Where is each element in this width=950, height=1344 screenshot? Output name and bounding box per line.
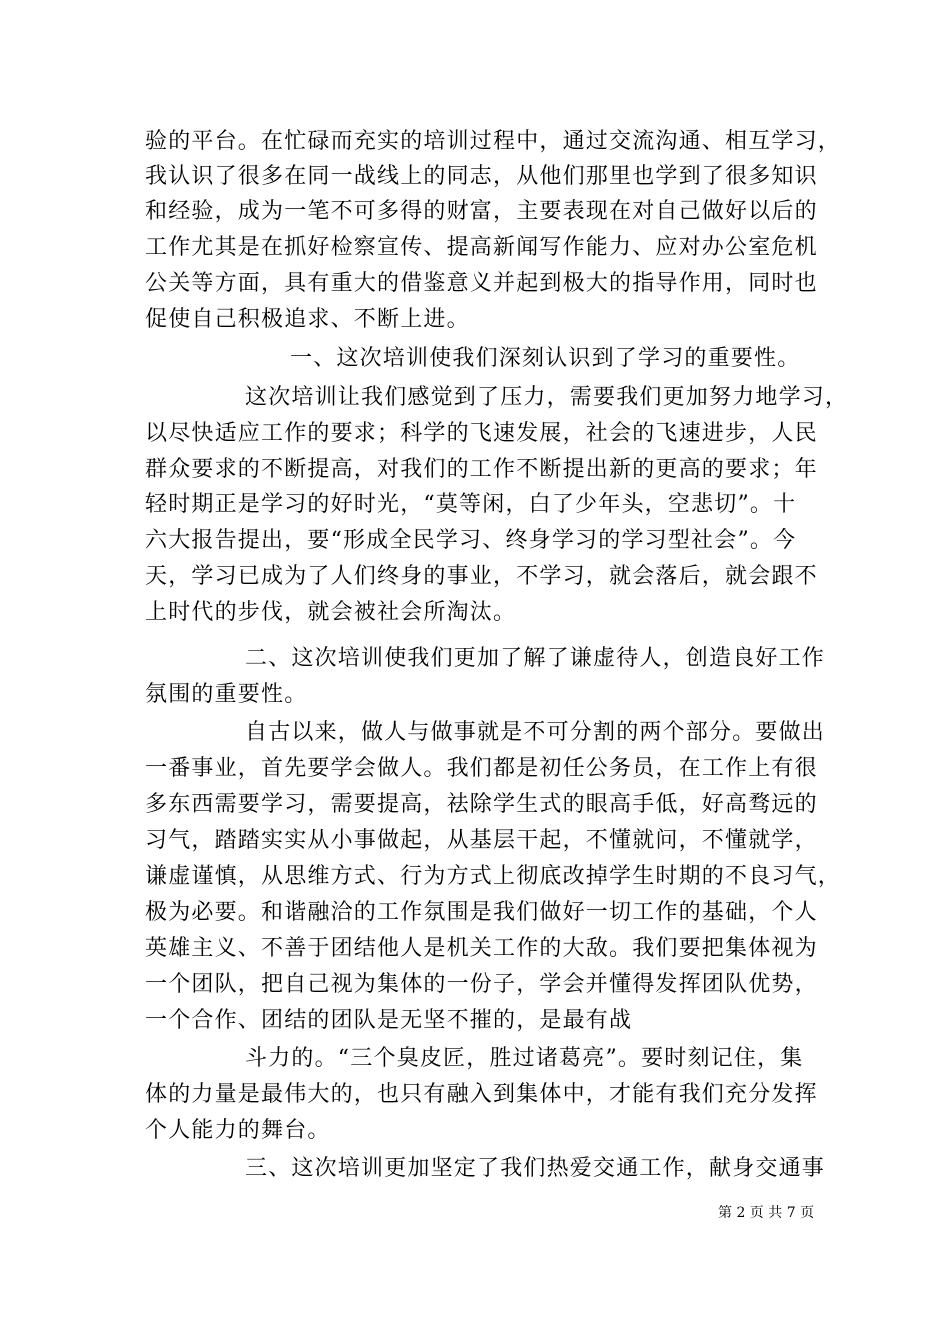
text-line: 我认识了很多在同一战线上的同志，从他们那里也学到了很多知识	[145, 164, 818, 189]
section-heading-2: 二、这次培训使我们更加了解了谦虚待人，创造良好工作	[245, 646, 826, 671]
text-line: 以尽快适应工作的要求；科学的飞速发展，社会的飞速进步，人民	[145, 421, 818, 446]
text-line: 促使自己积极追求、不断上进。	[145, 307, 470, 332]
section-heading-3: 三、这次培训更加坚定了我们热爱交通工作，献身交通事	[245, 1156, 826, 1181]
text-line: 英雄主义、不善于团结他人是机关工作的大敌。我们要把集体视为	[145, 936, 818, 961]
text-line: 工作尤其是在抓好检察宣传、提高新闻写作能力、应对办公室危机	[145, 235, 818, 260]
text-line: 验的平台。在忙碌而充实的培训过程中，通过交流沟通、相互学习，	[145, 129, 842, 154]
section-heading-2-cont: 氛围的重要性。	[145, 682, 308, 707]
text-line: 天，学习已成为了人们终身的事业，不学习，就会落后，就会跟不	[145, 564, 818, 589]
text-line: 一番事业，首先要学会做人。我们都是初任公务员，在工作上有很	[145, 756, 818, 781]
text-line: 公关等方面，具有重大的借鉴意义并起到极大的指导作用，同时也	[145, 271, 818, 296]
section-heading-1: 一、这次培训使我们深刻认识到了学习的重要性。	[290, 346, 801, 371]
text-line: 六大报告提出，要“形成全民学习、终身学习的学习型社会”。今	[145, 528, 797, 553]
text-line: 和经验，成为一笔不可多得的财富，主要表现在对自己做好以后的	[145, 199, 818, 224]
text-line: 这次培训让我们感觉到了压力，需要我们更加努力地学习，	[245, 385, 849, 410]
text-line: 体的力量是最伟大的，也只有融入到集体中，才能有我们充分发挥	[145, 1082, 818, 1107]
text-line: 极为必要。和谐融洽的工作氛围是我们做好一切工作的基础，个人	[145, 900, 818, 925]
text-line: 一个合作、团结的团队是无坚不摧的，是最有战	[145, 1008, 633, 1033]
text-line: 多东西需要学习，需要提高，祛除学生式的眼高手低，好高骛远的	[145, 792, 818, 817]
text-line: 一个团队，把自己视为集体的一份子，学会并懂得发挥团队优势，	[145, 972, 818, 997]
text-line: 斗力的。“三个臭皮匠，胜过诸葛亮”。要时刻记住，集	[245, 1046, 804, 1071]
text-line: 谦虚谨慎，从思维方式、行为方式上彻底改掉学生时期的不良习气，	[145, 864, 842, 889]
text-line: 自古以来，做人与做事就是不可分割的两个部分。要做出	[245, 720, 826, 745]
text-line: 上时代的步伐，就会被社会所淘汰。	[145, 600, 517, 625]
page-number-footer: 第 2 页 共 7 页	[718, 1205, 815, 1221]
text-line: 轻时期正是学习的好时光，“莫等闲，白了少年头，空悲切”。十	[145, 492, 797, 517]
text-line: 个人能力的舞台。	[145, 1118, 331, 1143]
text-line: 习气，踏踏实实从小事做起，从基层干起，不懂就问，不懂就学，	[145, 828, 818, 853]
text-line: 群众要求的不断提高，对我们的工作不断提出新的更高的要求；年	[145, 457, 818, 482]
